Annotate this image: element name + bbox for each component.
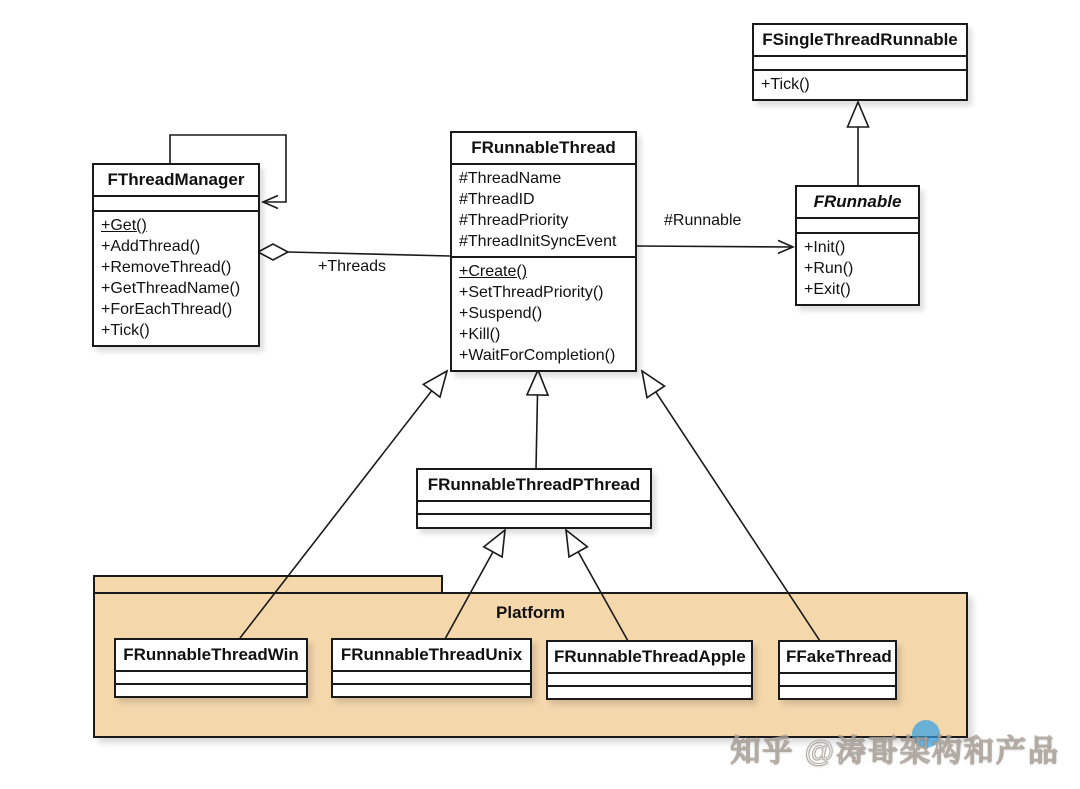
attributes-compartment xyxy=(94,197,258,212)
attributes-compartment xyxy=(797,219,918,234)
edge-unix-to-pthread xyxy=(445,530,505,639)
class-box-frunnablethreadwin xyxy=(114,638,308,698)
methods-compartment xyxy=(116,685,306,696)
method-item: +Init() xyxy=(804,239,846,256)
method-item: +Suspend() xyxy=(459,305,543,322)
methods-compartment xyxy=(452,258,635,370)
method-item: +Kill() xyxy=(459,326,501,343)
method-item: +AddThread() xyxy=(101,238,201,255)
methods-compartment xyxy=(780,687,895,698)
method-item: +WaitForCompletion() xyxy=(459,347,616,364)
class-box-frunnablethreadunix xyxy=(331,638,532,698)
attribute-item: #ThreadInitSyncEvent xyxy=(459,233,617,250)
attributes-compartment xyxy=(452,165,635,258)
class-box-frunnablethread xyxy=(450,131,637,372)
method-item: +ForEachThread() xyxy=(101,301,233,318)
attribute-item: #ThreadID xyxy=(459,191,535,208)
class-title: FFakeThread xyxy=(780,642,895,674)
edge-threads-association xyxy=(288,252,450,256)
method-item: +Exit() xyxy=(804,281,851,298)
zhihu-watermark: 知乎 @涛哥架构和产品 xyxy=(730,735,1060,768)
edge-fakethread-to-frunnablethread xyxy=(642,371,820,641)
class-title: FRunnableThreadPThread xyxy=(418,470,650,502)
method-item: +Create() xyxy=(459,263,528,280)
attributes-compartment xyxy=(418,502,650,515)
threads-association-label: +Threads xyxy=(318,258,387,275)
attribute-item: #ThreadName xyxy=(459,170,562,187)
method-item: +Get() xyxy=(101,217,147,234)
attributes-compartment xyxy=(116,672,306,685)
methods-compartment xyxy=(548,687,751,698)
method-item: +RemoveThread() xyxy=(101,259,232,276)
edge-runnable-association xyxy=(637,246,793,247)
class-box-fsinglethreadrunnable xyxy=(752,23,968,101)
class-title: FSingleThreadRunnable xyxy=(754,25,966,57)
attributes-compartment xyxy=(548,674,751,687)
class-box-frunnablethreadapple xyxy=(546,640,753,700)
methods-compartment xyxy=(94,212,258,345)
methods-compartment xyxy=(418,515,650,527)
edge-pthread-to-frunnablethread xyxy=(536,370,538,469)
platform-package-label: Platform xyxy=(496,603,565,622)
attributes-compartment xyxy=(333,672,530,685)
edge-apple-to-pthread xyxy=(566,530,628,641)
methods-compartment xyxy=(333,685,530,696)
aggregation-diamond-icon xyxy=(258,244,288,260)
class-box-ffakethread xyxy=(778,640,897,700)
runnable-association-label: #Runnable xyxy=(664,212,742,229)
class-box-frunnable xyxy=(795,185,920,306)
class-box-fthreadmanager xyxy=(92,163,260,347)
methods-compartment xyxy=(797,234,918,304)
method-item: +Tick() xyxy=(761,76,810,93)
methods-compartment xyxy=(754,71,966,99)
class-title: FThreadManager xyxy=(94,165,258,197)
class-title: FRunnableThreadApple xyxy=(548,642,751,674)
method-item: +Run() xyxy=(804,260,854,277)
class-title: FRunnableThread xyxy=(452,133,635,165)
class-box-frunnablethreadpthread xyxy=(416,468,652,529)
attribute-item: #ThreadPriority xyxy=(459,212,569,229)
class-title: FRunnableThreadWin xyxy=(116,640,306,672)
attributes-compartment xyxy=(780,674,895,687)
method-item: +SetThreadPriority() xyxy=(459,284,604,301)
method-item: +Tick() xyxy=(101,322,150,339)
method-item: +GetThreadName() xyxy=(101,280,241,297)
class-title: FRunnableThreadUnix xyxy=(333,640,530,672)
attributes-compartment xyxy=(754,57,966,71)
class-title: FRunnable xyxy=(797,187,918,219)
